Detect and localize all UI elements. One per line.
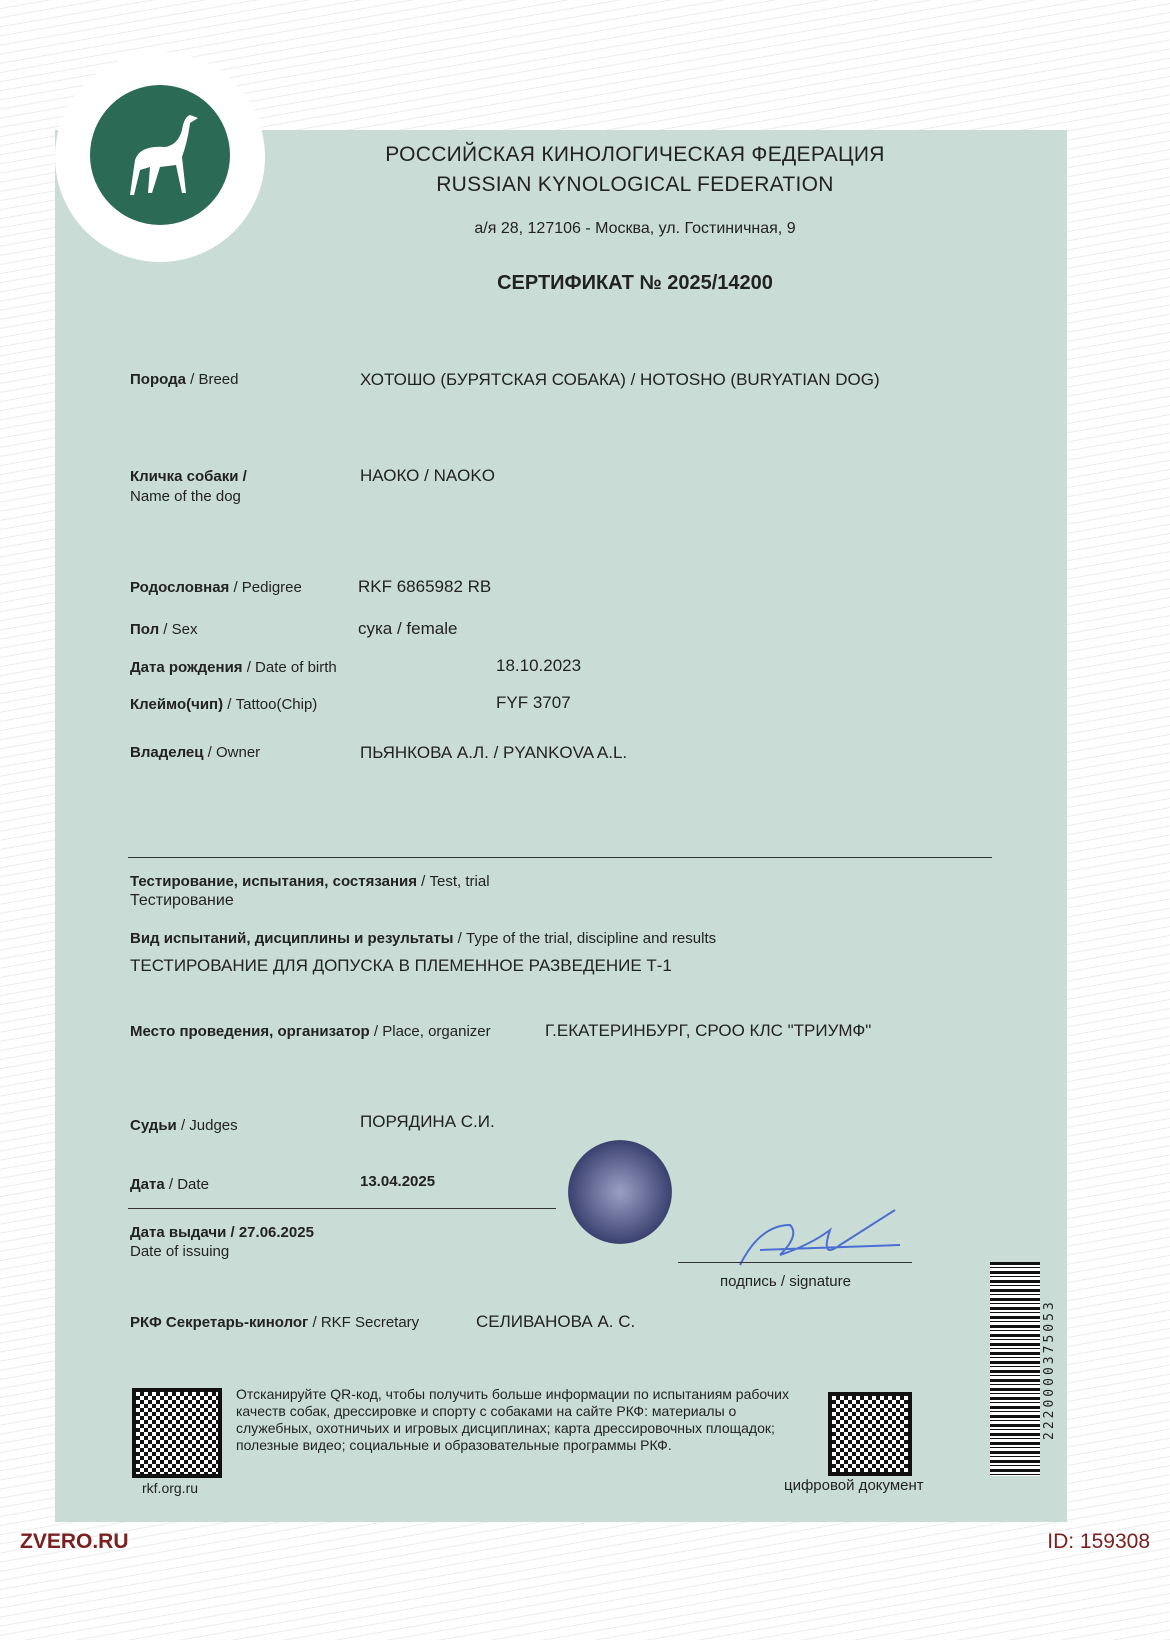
org-name-en: RUSSIAN KYNOLOGICAL FEDERATION — [436, 173, 834, 196]
barcode-number: 2220000375053 — [1042, 1299, 1057, 1440]
qr-code-rkf[interactable] — [132, 1388, 222, 1478]
issue-value: 27.06.2025 — [238, 1224, 314, 1241]
watermark-brand: ZVERO.RU — [20, 1530, 129, 1553]
address: а/я 28, 127106 - Москва, ул. Гостиничная, 9 — [474, 220, 796, 237]
signature-label: подпись / signature — [720, 1273, 851, 1290]
date-label: Дата / Date — [130, 1176, 209, 1193]
sex-label: Пол / Sex — [130, 621, 198, 638]
qr-code-digital[interactable] — [828, 1392, 912, 1476]
divider — [128, 857, 992, 858]
pedigree-value: RKF 6865982 RB — [358, 577, 492, 596]
signature-line — [678, 1262, 912, 1263]
watermark-id: ID: 159308 — [1047, 1530, 1150, 1553]
pedigree-label: Родословная / Pedigree — [130, 579, 302, 596]
dog-logo-icon — [90, 85, 230, 225]
sex-value: сука / female — [358, 619, 458, 638]
chip-value: FYF 3707 — [496, 693, 571, 712]
chip-label: Клеймо(чип) / Tattoo(Chip) — [130, 696, 318, 713]
place-label: Место проведения, организатор / Place, organizer — [130, 1023, 491, 1040]
place-value: Г.ЕКАТЕРИНБУРГ, СРОО КЛС "ТРИУМФ" — [545, 1021, 872, 1040]
judges-value: ПОРЯДИНА С.И. — [360, 1112, 495, 1131]
test-label: Тестирование, испытания, состязания / Test, trial Тестирование — [130, 873, 490, 909]
rkf-seal-stamp — [568, 1140, 672, 1244]
name-label: Кличка собаки / Name of the dog — [130, 468, 247, 505]
breed-value: ХОТОШО (БУРЯТСКАЯ СОБАКА) / HOTOSHO (BURYATIAN DOG) — [360, 370, 880, 389]
trial-type-value: ТЕСТИРОВАНИЕ ДЛЯ ДОПУСКА В ПЛЕМЕННОЕ РАЗВЕДЕНИЕ Т-1 — [130, 956, 672, 975]
barcode — [990, 1262, 1040, 1476]
signature-icon — [720, 1205, 910, 1280]
judges-label: Судьи / Judges — [130, 1117, 238, 1134]
dob-value: 18.10.2023 — [496, 656, 582, 675]
org-name-ru: РОССИЙСКАЯ КИНОЛОГИЧЕСКАЯ ФЕДЕРАЦИЯ — [385, 143, 885, 166]
qr-description: Отсканируйте QR-код, чтобы получить больше информации по испытаниям рабочих качеств собак, дрессировке и спорту с собаками на сайте РКФ: материалы о служебных, охотничьих и игровых дисциплинах; карта дрессировочных площадок; полезные видео; социальные и образовательные программы РКФ. — [236, 1386, 789, 1453]
dob-label: Дата рождения / Date of birth — [130, 659, 337, 676]
owner-label: Владелец / Owner — [130, 744, 261, 761]
divider — [128, 1208, 556, 1209]
breed-label: Порода / Breed — [130, 371, 239, 388]
name-value: НАОКО / NAOKO — [360, 466, 495, 485]
digital-document-label: цифровой документ — [784, 1477, 924, 1494]
issue-label: Дата выдачи / 27.06.2025 Date of issuing — [130, 1224, 314, 1260]
owner-value: ПЬЯНКОВА А.Л. / PYANKOVA A.L. — [360, 743, 628, 762]
site-link[interactable]: rkf.org.ru — [142, 1480, 199, 1496]
secretary-label: РКФ Секретарь-кинолог / RKF Secretary — [130, 1314, 420, 1331]
date-value: 13.04.2025 — [360, 1173, 436, 1190]
secretary-value: СЕЛИВАНОВА А. С. — [476, 1312, 636, 1331]
certificate-number: СЕРТИФИКАТ № 2025/14200 — [497, 272, 773, 294]
trial-type-label: Вид испытаний, дисциплины и результаты / Type of the trial, discipline and results — [130, 930, 717, 947]
